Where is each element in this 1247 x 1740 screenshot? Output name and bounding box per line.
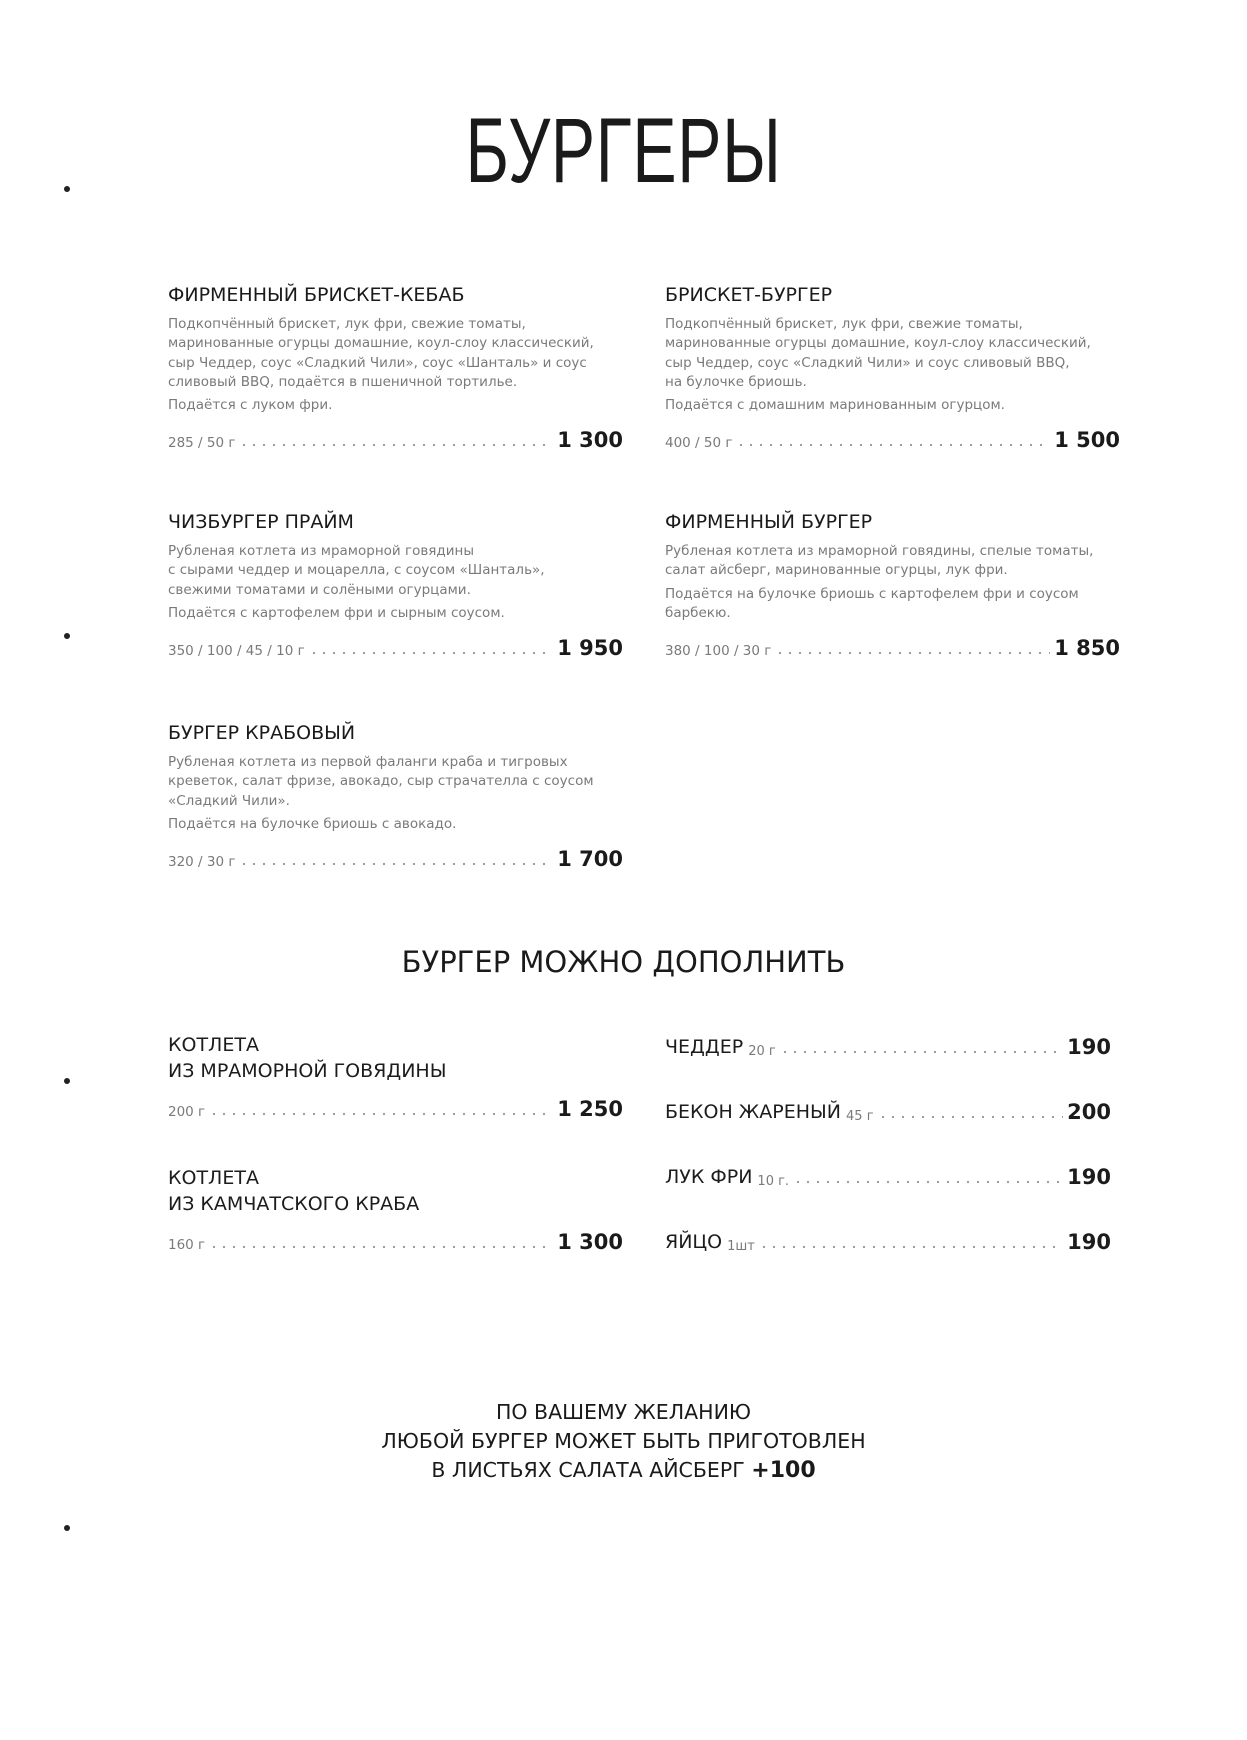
- item-served-with: Подаётся на булочке бриошь с картофелем фри и соусом барбекю.: [665, 585, 1079, 621]
- dot-leader: [793, 1180, 1063, 1184]
- description-line: сливовый BBQ, подаётся в пшеничной тортилье.: [168, 373, 518, 390]
- item-price: 1 500: [1054, 428, 1120, 453]
- dot-leader: [775, 651, 1050, 655]
- addon-price: 1 300: [557, 1230, 623, 1254]
- dot-leader: [209, 1112, 553, 1116]
- dot-leader: [309, 651, 554, 655]
- item-description: [168, 542, 623, 600]
- item-description: [168, 753, 623, 811]
- dot-leader: [239, 443, 553, 447]
- bullet-dot: [64, 1078, 70, 1084]
- description-line: сыр Чеддер, соус «Сладкий Чили» и соус сливовый BBQ,: [665, 354, 1070, 371]
- description-line: маринованные огурцы домашние, коул-слоу классический,: [665, 335, 1091, 352]
- note-price: +100: [751, 1458, 816, 1483]
- addon-name: ЯЙЦО: [665, 1231, 723, 1253]
- addon-weight: 10 г.: [757, 1174, 790, 1189]
- lettuce-note: [0, 1398, 1247, 1485]
- item-weight: 350 / 100 / 45 / 10 г: [168, 642, 305, 659]
- item-name: ФИРМЕННЫЙ БРИСКЕТ-КЕБАБ: [168, 284, 465, 306]
- item-description: [665, 542, 1120, 581]
- addons-title: БУРГЕР МОЖНО ДОПОЛНИТЬ: [401, 945, 846, 979]
- addon-price: 1 250: [557, 1097, 623, 1121]
- dot-leader: [736, 443, 1050, 447]
- menu-item: [665, 510, 1120, 659]
- item-served-with: Подаётся на булочке бриошь с авокадо.: [168, 815, 457, 832]
- dot-leader: [878, 1115, 1064, 1119]
- menu-item: [168, 283, 623, 451]
- item-weight: 400 / 50 г: [665, 435, 733, 452]
- item-weight: 380 / 100 / 30 г: [665, 642, 772, 659]
- addon-item: [665, 1035, 1111, 1059]
- description-line: сыр Чеддер, соус «Сладкий Чили», соус «Шанталь» и соус: [168, 354, 587, 371]
- addon-name: ЛУК ФРИ: [665, 1166, 753, 1188]
- item-price: 1 850: [1054, 635, 1120, 660]
- bullet-dot: [64, 186, 70, 192]
- item-name: ФИРМЕННЫЙ БУРГЕР: [665, 511, 873, 533]
- item-price: 1 300: [557, 428, 623, 453]
- addon-name: ЧЕДДЕР: [665, 1036, 744, 1058]
- addon-item: [665, 1230, 1111, 1254]
- description-line: маринованные огурцы домашние, коул-слоу классический,: [168, 335, 594, 352]
- addon-name: КОТЛЕТА: [168, 1034, 259, 1056]
- item-served-with: Подаётся с домашним маринованным огурцом.: [665, 397, 1005, 414]
- description-line: Рубленая котлета из мраморной говядины: [168, 543, 474, 559]
- addon-price: 190: [1067, 1230, 1111, 1254]
- addon-weight: 45 г: [846, 1109, 874, 1124]
- description-line: свежими томатами и солёными огурцами.: [168, 581, 471, 598]
- addon-name: БЕКОН ЖАРЕНЫЙ: [665, 1101, 842, 1123]
- menu-item: [665, 283, 1120, 451]
- description-line: Рубленая котлета из первой фаланги краба и тигровых: [168, 754, 568, 770]
- description-line: Рубленая котлета из мраморной говядины, спелые томаты,: [665, 543, 1094, 559]
- item-price: 1 700: [557, 846, 623, 871]
- dot-leader: [780, 1050, 1063, 1054]
- description-line: с сырами чеддер и моцарелла, с соусом «Шанталь»,: [168, 562, 545, 579]
- menu-item: [168, 510, 623, 659]
- addon-price: 190: [1067, 1165, 1111, 1189]
- addon-price: 190: [1067, 1035, 1111, 1059]
- item-served-with: Подаётся с картофелем фри и сырным соусом.: [168, 604, 505, 621]
- addon-price: 200: [1067, 1100, 1111, 1124]
- item-weight: 285 / 50 г: [168, 435, 236, 452]
- note-line: ПО ВАШЕМУ ЖЕЛАНИЮ: [495, 1400, 752, 1424]
- description-line: Подкопчённый брискет, лук фри, свежие томаты,: [665, 316, 1023, 332]
- addon-weight: 20 г: [748, 1044, 776, 1059]
- description-line: на булочке бриошь.: [665, 373, 807, 390]
- description-line: «Сладкий Чили».: [168, 792, 290, 809]
- description-line: креветок, салат фризе, авокадо, сыр страчателла с соусом: [168, 773, 594, 790]
- description-line: Подкопчённый брискет, лук фри, свежие томаты,: [168, 316, 526, 332]
- dot-leader: [759, 1245, 1063, 1249]
- addon-weight: 160 г: [168, 1237, 206, 1253]
- item-weight: 320 / 30 г: [168, 853, 236, 870]
- note-line: ЛЮБОЙ БУРГЕР МОЖЕТ БЫТЬ ПРИГОТОВЛЕН: [381, 1429, 866, 1453]
- item-name: БРИСКЕТ-БУРГЕР: [665, 284, 833, 306]
- addon-weight: 200 г: [168, 1104, 206, 1120]
- item-description: [168, 315, 623, 392]
- addon-name: КОТЛЕТА: [168, 1167, 259, 1189]
- dot-leader: [209, 1245, 553, 1249]
- addon-item: [665, 1165, 1111, 1189]
- page-title: БУРГЕРЫ: [465, 100, 782, 202]
- description-line: салат айсберг, маринованные огурцы, лук фри.: [665, 562, 1008, 579]
- item-name: БУРГЕР КРАБОВЫЙ: [168, 722, 356, 744]
- bullet-dot: [64, 1525, 70, 1531]
- item-name: ЧИЗБУРГЕР ПРАЙМ: [168, 511, 354, 533]
- bullet-dot: [64, 633, 70, 639]
- addon-item: [168, 1165, 623, 1253]
- addon-name: ИЗ КАМЧАТСКОГО КРАБА: [168, 1193, 420, 1215]
- item-price: 1 950: [557, 635, 623, 660]
- item-description: [665, 315, 1120, 392]
- menu-item: [168, 721, 623, 870]
- dot-leader: [239, 862, 553, 866]
- item-served-with: Подаётся с луком фри.: [168, 397, 333, 414]
- addon-item: [168, 1032, 623, 1120]
- addon-weight: 1шт: [727, 1239, 755, 1254]
- note-line: В ЛИСТЬЯХ САЛАТА АЙСБЕРГ: [431, 1458, 745, 1482]
- addon-item: [665, 1100, 1111, 1124]
- addon-name: ИЗ МРАМОРНОЙ ГОВЯДИНЫ: [168, 1060, 447, 1082]
